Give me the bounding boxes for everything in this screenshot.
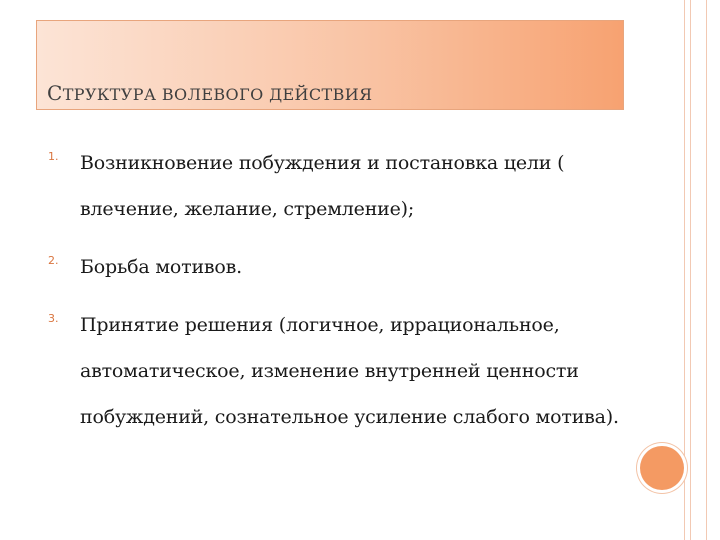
item-text: Борьба мотивов. — [80, 256, 242, 278]
decorative-vertical-line — [684, 0, 685, 540]
decorative-circle — [640, 446, 684, 490]
list-item — [48, 302, 638, 440]
slide-title — [47, 81, 372, 105]
item-text: Возникновение побуждения и постановка цели ( влечение, желание, стремление); — [80, 152, 565, 220]
title-first-letter: С — [47, 81, 63, 105]
item-number: 1. — [48, 150, 59, 163]
list-item — [48, 140, 638, 232]
decorative-vertical-line — [690, 0, 691, 540]
title-rest: ТРУКТУРА ВОЛЕВОГО ДЕЙСТВИЯ — [62, 85, 373, 104]
numbered-list — [48, 140, 638, 452]
item-number: 2. — [48, 254, 59, 267]
title-banner — [36, 20, 624, 110]
list-item — [48, 244, 638, 290]
item-number: 3. — [48, 312, 59, 325]
item-text: Принятие решения (логичное, иррациональное, автоматическое, изменение внутренней ценности побуждений, сознательное усиление слабого мотива). — [80, 314, 619, 428]
decorative-vertical-line — [706, 0, 707, 540]
